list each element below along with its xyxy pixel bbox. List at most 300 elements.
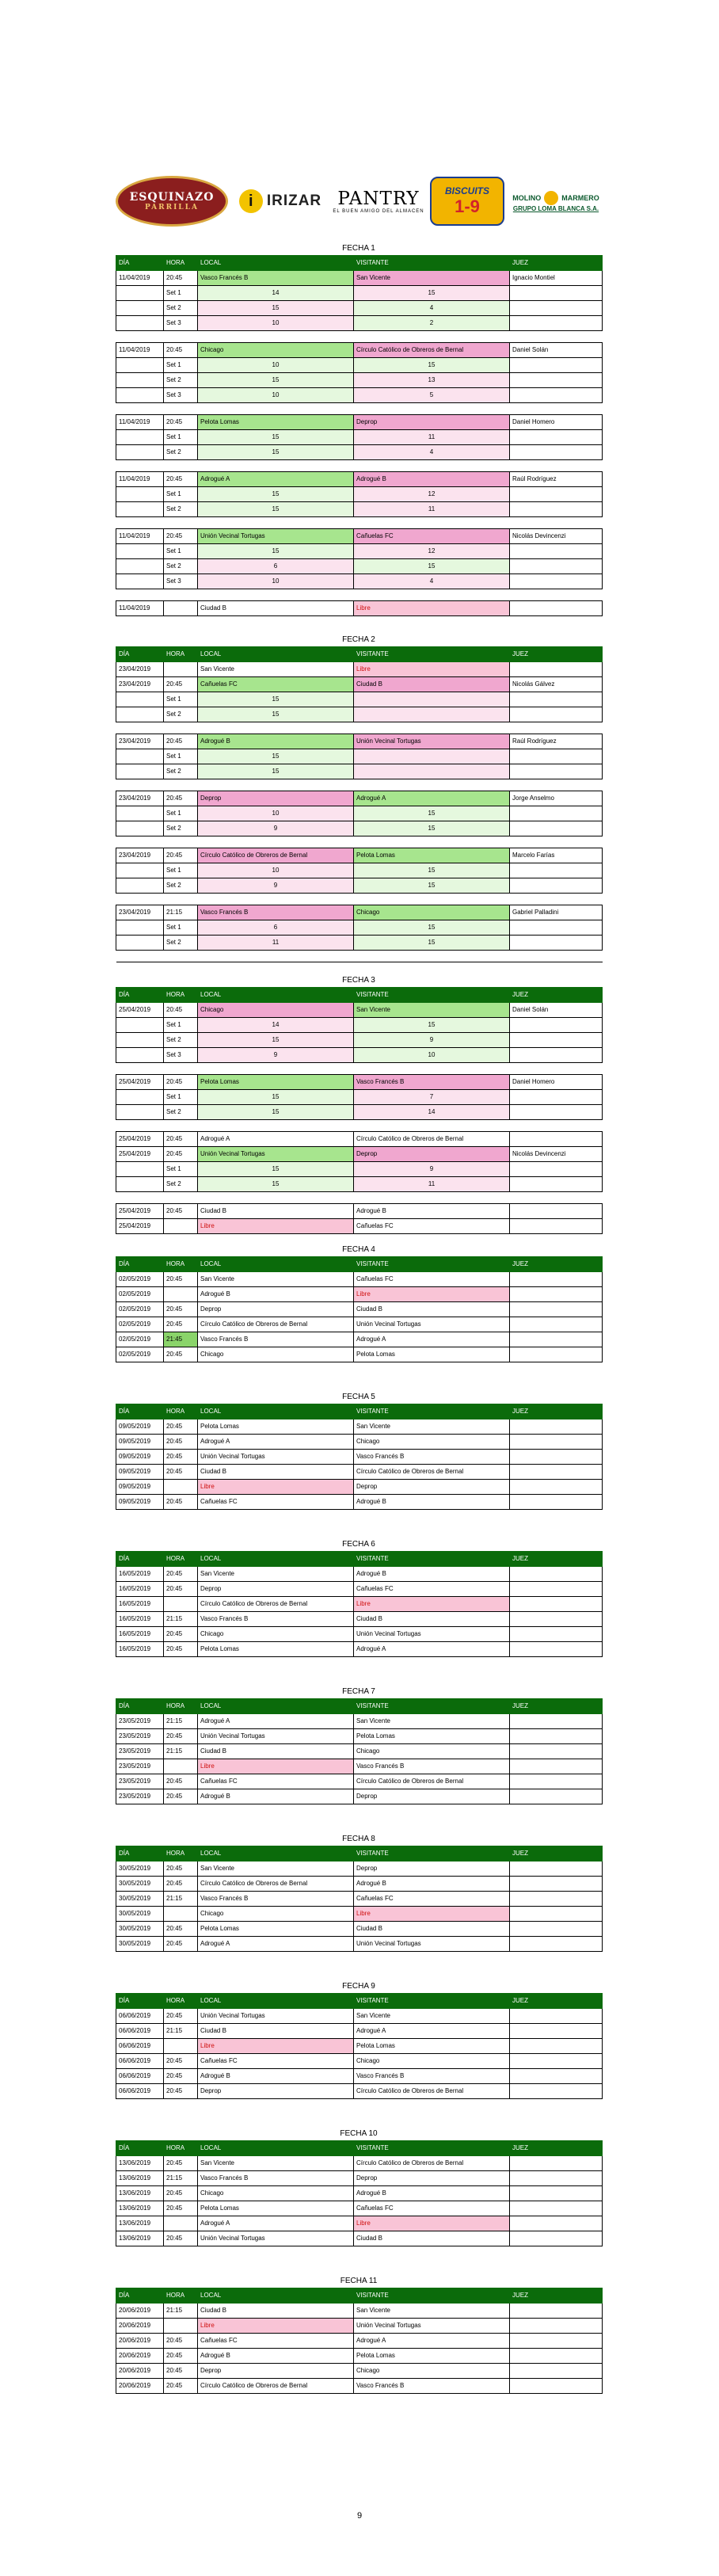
referee-cell [510, 445, 603, 460]
fecha-title: FECHA 10 [340, 2129, 378, 2138]
column-header-referee: JUEZ [510, 1404, 603, 1419]
match-row [116, 734, 603, 749]
fecha-title: FECHA 9 [342, 1982, 375, 1991]
referee-cell: Gabriel Palladini [510, 905, 603, 920]
local-score-cell: 10 [198, 388, 354, 403]
date-cell: 06/06/2019 [116, 2069, 164, 2084]
date-cell: 11/04/2019 [116, 601, 164, 616]
set-row [116, 878, 603, 894]
date-cell: 09/05/2019 [116, 1480, 164, 1495]
referee-cell [510, 1219, 603, 1234]
set-row [116, 502, 603, 517]
date-cell: 13/06/2019 [116, 2216, 164, 2231]
visitor-score-cell: 11 [354, 502, 510, 517]
referee-cell [510, 1048, 603, 1063]
column-header-date: DÍA [116, 256, 164, 271]
referee-cell [510, 692, 603, 707]
table-header-row [116, 1699, 603, 1714]
referee-cell [510, 1877, 603, 1892]
date-cell: 16/05/2019 [116, 1597, 164, 1612]
spacer-cell [198, 951, 354, 962]
spacer-cell [510, 779, 603, 791]
column-header-visitor: VISITANTE [354, 1404, 510, 1419]
visitor-team-cell: Adrogué A [354, 2024, 510, 2039]
column-header-time: HORA [164, 2141, 198, 2156]
time-cell: 20:45 [164, 1582, 198, 1597]
visitor-score-cell: 5 [354, 388, 510, 403]
spacer-row [116, 1120, 603, 1132]
match-row [116, 1789, 603, 1804]
match-row [116, 2084, 603, 2099]
visitor-team-cell: Cañuelas FC [354, 2201, 510, 2216]
local-score-cell: 14 [198, 1018, 354, 1033]
referee-cell [510, 1789, 603, 1804]
match-row [116, 662, 603, 677]
local-team-cell: Círculo Católico de Obreros de Bernal [198, 1877, 354, 1892]
column-header-visitor: VISITANTE [354, 256, 510, 271]
local-team-cell: Chicago [198, 343, 354, 358]
set-label-cell: Set 1 [164, 358, 198, 373]
referee-cell [510, 316, 603, 331]
local-score-cell: 10 [198, 574, 354, 589]
time-cell: 20:45 [164, 343, 198, 358]
referee-cell [510, 878, 603, 894]
match-row [116, 343, 603, 358]
referee-cell [510, 1347, 603, 1362]
local-team-cell: Adrogué B [198, 1789, 354, 1804]
time-cell: 20:45 [164, 1789, 198, 1804]
set-label-cell: Set 1 [164, 1162, 198, 1177]
date-cell: 16/05/2019 [116, 1627, 164, 1642]
visitor-score-cell: 15 [354, 559, 510, 574]
spacer-cell [198, 331, 354, 343]
spacer-cell [198, 460, 354, 472]
set-row [116, 430, 603, 445]
match-row [116, 2319, 603, 2334]
date-cell: 13/06/2019 [116, 2156, 164, 2171]
date-cell [116, 388, 164, 403]
referee-cell [510, 2156, 603, 2171]
spacer-row [116, 589, 603, 601]
fixture-table [116, 2288, 603, 2394]
local-score-cell: 10 [198, 358, 354, 373]
spacer-cell [354, 331, 510, 343]
referee-cell [510, 2024, 603, 2039]
time-cell [164, 1287, 198, 1302]
date-cell: 13/06/2019 [116, 2231, 164, 2246]
time-cell: 20:45 [164, 1204, 198, 1219]
match-row [116, 1132, 603, 1147]
referee-cell [510, 1419, 603, 1435]
set-row [116, 1033, 603, 1048]
set-row [116, 487, 603, 502]
match-row [116, 1612, 603, 1627]
spacer-cell [116, 589, 164, 601]
local-team-cell: Deprop [198, 2084, 354, 2099]
date-cell: 23/04/2019 [116, 677, 164, 692]
column-header-time: HORA [164, 1846, 198, 1862]
column-header-local: LOCAL [198, 1257, 354, 1272]
spacer-cell [198, 589, 354, 601]
visitor-team-cell: Pelota Lomas [354, 2039, 510, 2054]
spacer-row [116, 779, 603, 791]
set-label-cell: Set 2 [164, 821, 198, 836]
fixture-table [116, 1846, 603, 1952]
visitor-team-cell: Ciudad B [354, 1302, 510, 1317]
visitor-team-cell: Adrogué B [354, 472, 510, 487]
column-header-date: DÍA [116, 988, 164, 1003]
set-label-cell: Set 2 [164, 1177, 198, 1192]
local-team-cell: Unión Vecinal Tortugas [198, 2231, 354, 2246]
local-team-cell: San Vicente [198, 1862, 354, 1877]
local-team-cell: Unión Vecinal Tortugas [198, 1729, 354, 1744]
set-label-cell: Set 1 [164, 1090, 198, 1105]
visitor-team-cell: Chicago [354, 2364, 510, 2379]
spacer-cell [510, 403, 603, 415]
visitor-team-cell: Círculo Católico de Obreros de Bernal [354, 343, 510, 358]
visitor-score-cell: 11 [354, 1177, 510, 1192]
spacer-cell [116, 1192, 164, 1204]
match-row [116, 2054, 603, 2069]
date-cell: 30/05/2019 [116, 1892, 164, 1907]
date-cell: 30/05/2019 [116, 1862, 164, 1877]
date-cell: 25/04/2019 [116, 1075, 164, 1090]
match-row [116, 1744, 603, 1759]
date-cell: 20/06/2019 [116, 2304, 164, 2319]
date-cell [116, 559, 164, 574]
column-header-date: DÍA [116, 2288, 164, 2304]
column-header-local: LOCAL [198, 1404, 354, 1419]
referee-cell [510, 2039, 603, 2054]
local-score-cell: 15 [198, 502, 354, 517]
time-cell [164, 601, 198, 616]
local-team-cell: Pelota Lomas [198, 1075, 354, 1090]
visitor-team-cell: Deprop [354, 1862, 510, 1877]
referee-cell [510, 1132, 603, 1147]
time-cell [164, 1219, 198, 1234]
visitor-team-cell: Unión Vecinal Tortugas [354, 1317, 510, 1332]
visitor-score-cell: 4 [354, 301, 510, 316]
local-score-cell: 14 [198, 286, 354, 301]
date-cell: 02/05/2019 [116, 1302, 164, 1317]
referee-cell [510, 373, 603, 388]
column-header-time: HORA [164, 1699, 198, 1714]
visitor-team-cell: Deprop [354, 1480, 510, 1495]
spacer-cell [354, 951, 510, 962]
time-cell: 21:15 [164, 2304, 198, 2319]
visitor-team-cell: Libre [354, 2216, 510, 2231]
match-row [116, 791, 603, 806]
page-number: 9 [356, 2511, 363, 2521]
date-cell: 20/06/2019 [116, 2379, 164, 2394]
local-team-cell: Ciudad B [198, 1204, 354, 1219]
referee-cell [510, 920, 603, 936]
irizar-logo-text: IRIZAR [266, 192, 322, 209]
set-row [116, 316, 603, 331]
date-cell: 06/06/2019 [116, 2084, 164, 2099]
local-team-cell: Vasco Francés B [198, 271, 354, 286]
time-cell: 20:45 [164, 2349, 198, 2364]
date-cell: 11/04/2019 [116, 271, 164, 286]
date-cell: 30/05/2019 [116, 1922, 164, 1937]
column-header-date: DÍA [116, 2141, 164, 2156]
column-header-local: LOCAL [198, 2141, 354, 2156]
referee-cell [510, 1937, 603, 1952]
visitor-team-cell: Ciudad B [354, 677, 510, 692]
date-cell: 02/05/2019 [116, 1347, 164, 1362]
referee-cell [510, 1033, 603, 1048]
table-header-row [116, 2141, 603, 2156]
visitor-score-cell: 12 [354, 544, 510, 559]
time-cell: 20:45 [164, 1495, 198, 1510]
date-cell [116, 749, 164, 764]
visitor-team-cell: Adrogué A [354, 1332, 510, 1347]
date-cell: 02/05/2019 [116, 1272, 164, 1287]
referee-cell [510, 2054, 603, 2069]
match-row [116, 1287, 603, 1302]
visitor-team-cell: Deprop [354, 415, 510, 430]
column-header-time: HORA [164, 647, 198, 662]
date-cell [116, 445, 164, 460]
local-team-cell: Vasco Francés B [198, 1892, 354, 1907]
time-cell: 20:45 [164, 1132, 198, 1147]
visitor-team-cell: Adrogué A [354, 2334, 510, 2349]
spacer-cell [164, 460, 198, 472]
local-team-cell: Vasco Francés B [198, 1612, 354, 1627]
match-row [116, 2024, 603, 2039]
time-cell: 20:45 [164, 1567, 198, 1582]
visitor-score-cell: 15 [354, 920, 510, 936]
fixture-table [116, 2140, 603, 2246]
visitor-score-cell: 15 [354, 821, 510, 836]
spacer-cell [198, 1063, 354, 1075]
local-score-cell: 11 [198, 936, 354, 951]
column-header-referee: JUEZ [510, 1994, 603, 2009]
column-header-referee: JUEZ [510, 1846, 603, 1862]
date-cell [116, 692, 164, 707]
date-cell [116, 286, 164, 301]
spacer-cell [116, 894, 164, 905]
biscuits-logo-text: BISCUITS [444, 185, 489, 196]
date-cell: 16/05/2019 [116, 1567, 164, 1582]
local-team-cell: Libre [198, 1219, 354, 1234]
local-score-cell: 15 [198, 1162, 354, 1177]
fecha-title: FECHA 3 [342, 976, 375, 985]
visitor-team-cell: Libre [354, 662, 510, 677]
time-cell: 20:45 [164, 1003, 198, 1018]
referee-cell [510, 430, 603, 445]
column-header-local: LOCAL [198, 647, 354, 662]
local-team-cell: Deprop [198, 2364, 354, 2379]
date-cell: 25/04/2019 [116, 1147, 164, 1162]
match-row [116, 2304, 603, 2319]
match-row [116, 2009, 603, 2024]
visitor-score-cell: 15 [354, 936, 510, 951]
set-row [116, 920, 603, 936]
match-row [116, 1317, 603, 1332]
set-label-cell: Set 1 [164, 692, 198, 707]
spacer-cell [198, 1120, 354, 1132]
local-team-cell: Ciudad B [198, 601, 354, 616]
set-label-cell: Set 2 [164, 502, 198, 517]
referee-cell: Nicolás Gálvez [510, 677, 603, 692]
referee-cell: Marcelo Farías [510, 848, 603, 863]
time-cell: 21:15 [164, 1714, 198, 1729]
match-row [116, 1003, 603, 1018]
visitor-team-cell: Pelota Lomas [354, 2349, 510, 2364]
spacer-cell [354, 403, 510, 415]
local-score-cell: 15 [198, 692, 354, 707]
time-cell: 20:45 [164, 1450, 198, 1465]
time-cell [164, 1907, 198, 1922]
set-row [116, 749, 603, 764]
fecha-title: FECHA 1 [342, 244, 375, 253]
time-cell: 20:45 [164, 1729, 198, 1744]
visitor-team-cell: Círculo Católico de Obreros de Bernal [354, 1774, 510, 1789]
match-row [116, 2171, 603, 2186]
referee-cell [510, 1287, 603, 1302]
spacer-cell [164, 951, 198, 962]
visitor-team-cell: Libre [354, 1597, 510, 1612]
match-row [116, 1907, 603, 1922]
time-cell [164, 2039, 198, 2054]
visitor-score-cell: 15 [354, 863, 510, 878]
local-team-cell: Círculo Católico de Obreros de Bernal [198, 2379, 354, 2394]
local-team-cell: Deprop [198, 1582, 354, 1597]
set-row [116, 358, 603, 373]
match-row [116, 529, 603, 544]
date-cell: 11/04/2019 [116, 529, 164, 544]
match-row [116, 1450, 603, 1465]
visitor-team-cell: Círculo Católico de Obreros de Bernal [354, 1465, 510, 1480]
time-cell: 20:45 [164, 1147, 198, 1162]
spacer-cell [164, 589, 198, 601]
visitor-team-cell: Vasco Francés B [354, 1075, 510, 1090]
date-cell [116, 316, 164, 331]
date-cell: 09/05/2019 [116, 1450, 164, 1465]
visitor-team-cell: San Vicente [354, 2304, 510, 2319]
local-team-cell: Ciudad B [198, 2304, 354, 2319]
local-score-cell: 9 [198, 1048, 354, 1063]
spacer-cell [510, 460, 603, 472]
column-header-visitor: VISITANTE [354, 1994, 510, 2009]
molino-logo [510, 177, 602, 225]
match-row [116, 1642, 603, 1657]
time-cell: 20:45 [164, 677, 198, 692]
fecha-title: FECHA 11 [340, 2277, 378, 2285]
date-cell: 13/06/2019 [116, 2201, 164, 2216]
set-label-cell: Set 1 [164, 920, 198, 936]
spacer-cell [116, 1063, 164, 1075]
spacer-cell [164, 894, 198, 905]
column-header-referee: JUEZ [510, 1257, 603, 1272]
time-cell: 20:45 [164, 1642, 198, 1657]
referee-cell [510, 1495, 603, 1510]
local-team-cell: Chicago [198, 1627, 354, 1642]
local-team-cell: Unión Vecinal Tortugas [198, 2009, 354, 2024]
time-cell: 20:45 [164, 1627, 198, 1642]
referee-cell [510, 1597, 603, 1612]
local-score-cell: 15 [198, 544, 354, 559]
set-row [116, 764, 603, 779]
time-cell: 20:45 [164, 1075, 198, 1090]
time-cell: 20:45 [164, 1937, 198, 1952]
match-row [116, 1729, 603, 1744]
local-team-cell: Pelota Lomas [198, 2201, 354, 2216]
local-score-cell: 15 [198, 373, 354, 388]
local-score-cell: 15 [198, 430, 354, 445]
visitor-score-cell: 14 [354, 1105, 510, 1120]
local-team-cell: Adrogué A [198, 2216, 354, 2231]
visitor-team-cell: Vasco Francés B [354, 2069, 510, 2084]
column-header-time: HORA [164, 256, 198, 271]
table-header-row [116, 647, 603, 662]
fecha-title: FECHA 8 [342, 1835, 375, 1843]
local-team-cell: San Vicente [198, 1272, 354, 1287]
local-team-cell: San Vicente [198, 2156, 354, 2171]
time-cell [164, 1597, 198, 1612]
time-cell: 20:45 [164, 1347, 198, 1362]
referee-cell [510, 1744, 603, 1759]
table-header-row [116, 1846, 603, 1862]
set-row [116, 373, 603, 388]
spacer-cell [198, 403, 354, 415]
match-row [116, 1435, 603, 1450]
match-row [116, 1892, 603, 1907]
set-row [116, 1162, 603, 1177]
column-header-local: LOCAL [198, 1552, 354, 1567]
spacer-cell [354, 779, 510, 791]
time-cell: 20:45 [164, 2069, 198, 2084]
spacer-cell [354, 1192, 510, 1204]
visitor-score-cell: 15 [354, 806, 510, 821]
spacer-cell [510, 589, 603, 601]
table-header-row [116, 988, 603, 1003]
column-header-visitor: VISITANTE [354, 988, 510, 1003]
referee-cell [510, 1642, 603, 1657]
visitor-team-cell: Adrogué B [354, 2186, 510, 2201]
column-header-date: DÍA [116, 1699, 164, 1714]
referee-cell: Raúl Rodríguez [510, 472, 603, 487]
time-cell: 20:45 [164, 1922, 198, 1937]
local-team-cell: Chicago [198, 1907, 354, 1922]
match-row [116, 2039, 603, 2054]
date-cell: 23/05/2019 [116, 1789, 164, 1804]
set-label-cell: Set 2 [164, 301, 198, 316]
visitor-score-cell: 7 [354, 1090, 510, 1105]
time-cell: 20:45 [164, 2009, 198, 2024]
spacer-row [116, 403, 603, 415]
date-cell: 20/06/2019 [116, 2319, 164, 2334]
visitor-team-cell: Adrogué A [354, 1642, 510, 1657]
spacer-cell [164, 1192, 198, 1204]
spacer-row [116, 460, 603, 472]
referee-cell [510, 301, 603, 316]
referee-cell [510, 2216, 603, 2231]
local-score-cell: 15 [198, 1177, 354, 1192]
spacer-cell [116, 1120, 164, 1132]
time-cell: 20:45 [164, 2364, 198, 2379]
time-cell [164, 1759, 198, 1774]
time-cell: 20:45 [164, 472, 198, 487]
visitor-team-cell: Unión Vecinal Tortugas [354, 1627, 510, 1642]
date-cell [116, 301, 164, 316]
spacer-cell [198, 722, 354, 734]
spacer-cell [354, 589, 510, 601]
spacer-cell [354, 722, 510, 734]
time-cell: 20:45 [164, 415, 198, 430]
set-label-cell: Set 1 [164, 430, 198, 445]
